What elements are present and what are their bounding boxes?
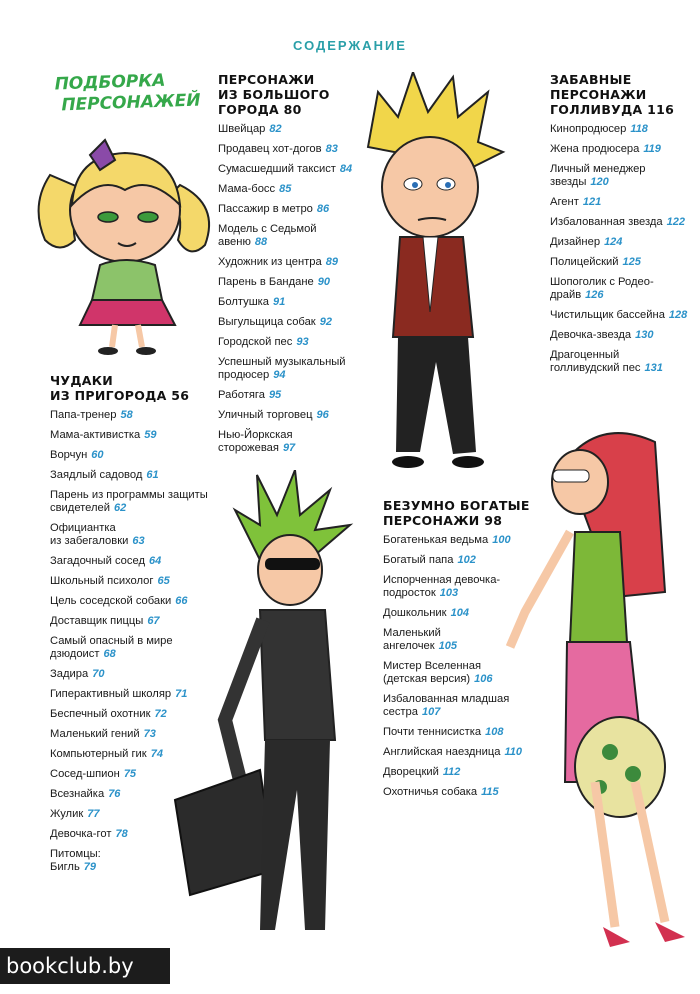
toc-entry-title: Девочка-гот	[50, 828, 112, 840]
page-title: СОДЕРЖАНИЕ	[293, 38, 407, 53]
toc-entry-title: Сумасшедший таксист	[218, 163, 336, 175]
section-rich	[383, 498, 563, 806]
toc-entry-title: Парень из программы защиты свидетелей	[50, 489, 208, 514]
toc-entry-title: Избалованная младшая сестра	[383, 693, 510, 718]
toc-entry[interactable]	[218, 203, 368, 216]
toc-entry-title: Гиперактивный школяр	[50, 688, 172, 700]
toc-entry[interactable]	[383, 660, 563, 686]
toc-entry[interactable]	[218, 296, 368, 309]
toc-entry-page: 88	[254, 236, 268, 248]
toc-entry-page: 65	[157, 575, 170, 587]
toc-entry-page: 106	[474, 673, 493, 685]
toc-entry-title: Сосед-шпион	[50, 768, 120, 780]
section-title-line: ПЕРСОНАЖИ	[218, 72, 315, 87]
toc-entry[interactable]	[218, 316, 368, 329]
toc-entry-page: 118	[630, 123, 648, 135]
toc-entry[interactable]	[50, 788, 210, 801]
toc-entry-page: 64	[148, 555, 162, 567]
toc-entry-page: 93	[296, 336, 309, 348]
toc-entry-page: 75	[123, 768, 137, 780]
toc-entry-title: Нью-Йоркская сторожевая	[218, 429, 293, 454]
toc-entry[interactable]	[50, 708, 210, 721]
toc-entry[interactable]	[50, 635, 210, 661]
toc-entry-page: 122	[666, 216, 685, 228]
toc-entry[interactable]	[218, 163, 368, 176]
toc-entry[interactable]	[50, 489, 210, 515]
toc-entry-title: Жена продюсера	[550, 143, 640, 155]
section-city	[218, 72, 368, 462]
toc-entry-title: Выгульщица собак	[218, 316, 316, 328]
toc-entry-page: 103	[439, 587, 459, 599]
toc-entry-page: 58	[120, 409, 133, 421]
toc-entry-page: 121	[582, 196, 602, 208]
toc-entry-title: Пассажир в метро	[218, 203, 313, 215]
toc-entry-page: 83	[325, 143, 338, 155]
toc-entry[interactable]	[218, 356, 368, 382]
toc-entry-title: Уличный торговец	[218, 409, 313, 421]
toc-entry-page: 63	[132, 535, 145, 547]
toc-entry-title: Охотничья собака	[383, 786, 478, 798]
toc-entry[interactable]	[550, 196, 690, 209]
section-title-line: БЕЗУМНО БОГАТЫЕ	[383, 498, 530, 513]
toc-entry[interactable]	[383, 726, 563, 739]
toc-entry-page: 91	[273, 296, 286, 308]
intro-heading-line: ПОДБОРКА	[54, 70, 166, 95]
toc-entry-title: Работяга	[218, 389, 265, 401]
toc-entry[interactable]	[218, 143, 368, 156]
toc-entry-page: 82	[269, 123, 282, 135]
toc-entry-page: 74	[150, 748, 163, 760]
toc-entry[interactable]	[50, 595, 210, 608]
toc-entry[interactable]	[383, 574, 563, 600]
toc-entry-page: 97	[282, 442, 296, 454]
toc-entry-title: Школьный психолог	[50, 575, 154, 587]
toc-entry-title: Маленький ангелочек	[383, 627, 441, 652]
toc-entry[interactable]	[50, 522, 210, 548]
toc-entry-page: 131	[644, 362, 663, 374]
toc-entry-title: Девочка-звезда	[550, 329, 632, 341]
toc-entry-title: Модель с Седьмой авеню	[218, 223, 317, 248]
toc-entry-title: Художник из центра	[218, 256, 322, 268]
toc-entry[interactable]	[218, 256, 368, 269]
toc-entry-title: Доставщик пиццы	[50, 615, 144, 627]
toc-entry-page: 100	[492, 534, 511, 546]
toc-entry-title: Дворецкий	[383, 766, 439, 778]
toc-entry[interactable]	[550, 309, 690, 322]
toc-entry-page: 90	[317, 276, 331, 288]
toc-entry-page: 70	[92, 668, 105, 680]
toc-entry[interactable]	[550, 123, 690, 136]
intro-heading	[54, 69, 201, 116]
toc-entry-page: 124	[604, 236, 623, 248]
section-title	[383, 498, 563, 528]
toc-entry-page: 95	[268, 389, 282, 401]
toc-entry-page: 61	[146, 469, 159, 481]
toc-entry-title: Богатенькая ведьма	[383, 534, 489, 546]
toc-entry[interactable]	[50, 848, 210, 874]
toc-entry[interactable]	[218, 223, 368, 249]
section-hollywood	[550, 72, 690, 382]
section-page: 98	[484, 513, 503, 528]
toc-entry-page: 89	[325, 256, 338, 268]
toc-entry-title: Жулик	[50, 808, 84, 820]
toc-entry-title: Парень в Бандане	[218, 276, 314, 288]
toc-entry-page: 71	[175, 688, 188, 700]
toc-entry-title: Полицейский	[550, 256, 619, 268]
toc-entry[interactable]	[50, 429, 210, 442]
toc-entry-page: 130	[635, 329, 654, 341]
section-title	[550, 72, 690, 117]
toc-entry-title: Ворчун	[50, 449, 88, 461]
toc-entry-title: Успешный музыкальный продюсер	[218, 356, 346, 381]
toc-entry[interactable]	[50, 469, 210, 482]
toc-entry[interactable]	[218, 276, 368, 289]
toc-entry[interactable]	[50, 768, 210, 781]
toc-entry-title: Английская наездница	[383, 746, 501, 758]
intro-heading-line: ПЕРСОНАЖЕЙ	[61, 90, 201, 116]
toc-entry-title: Питомцы: Бигль	[50, 848, 101, 873]
toc-entry-page: 107	[421, 706, 441, 718]
toc-entry[interactable]	[383, 786, 563, 799]
toc-entry-title: Маленький гений	[50, 728, 140, 740]
toc-entry-page: 79	[83, 861, 97, 873]
toc-entry-page: 94	[273, 369, 286, 381]
toc-entry-title: Швейцар	[218, 123, 266, 135]
toc-entry-title: Почти теннисистка	[383, 726, 482, 738]
toc-entry-page: 115	[481, 786, 499, 798]
toc-entry-page: 102	[457, 554, 476, 566]
toc-entry-title: Самый опасный в мире дзюдоист	[50, 635, 173, 660]
section-title	[50, 373, 210, 403]
section-suburb	[50, 373, 210, 881]
boy-illustration	[358, 72, 508, 477]
section-page: 116	[647, 102, 675, 117]
toc-entry-page: 60	[91, 449, 104, 461]
toc-entry[interactable]	[550, 163, 690, 189]
toc-entry-page: 68	[103, 648, 116, 660]
toc-entry-title: Мама-босс	[218, 183, 276, 195]
toc-entry-title: Богатый папа	[383, 554, 454, 566]
toc-entry[interactable]	[50, 615, 210, 628]
toc-entry[interactable]	[50, 828, 210, 841]
section-page: 56	[171, 388, 190, 403]
toc-entry-title: Официантка из забегаловки	[50, 522, 129, 547]
toc-entry[interactable]	[218, 389, 368, 402]
toc-entry-title: Компьютерный гик	[50, 748, 147, 760]
toc-entry[interactable]	[383, 627, 563, 653]
toc-entry-page: 119	[643, 143, 661, 155]
toc-entry[interactable]	[50, 748, 210, 761]
section-title-line	[50, 388, 210, 403]
toc-entry[interactable]	[50, 555, 210, 568]
toc-entry-title: Мама-активистка	[50, 429, 141, 441]
toc-entry-title: Цель соседской собаки	[50, 595, 172, 607]
toc-entry[interactable]	[218, 183, 368, 196]
toc-entry-page: 67	[147, 615, 160, 627]
toc-entry[interactable]	[218, 409, 368, 422]
toc-entry[interactable]	[550, 256, 690, 269]
toc-entry-page: 110	[504, 746, 523, 758]
toc-entry-page: 72	[154, 708, 167, 720]
toc-entry-page: 92	[319, 316, 332, 328]
toc-entry-title: Городской пес	[218, 336, 293, 348]
toc-entry-title: Испорченная девочка-подросток	[383, 574, 501, 599]
toc-entry-page: 59	[144, 429, 157, 441]
section-title-line	[218, 102, 368, 117]
toc-entry-page: 128	[668, 309, 688, 321]
toc-entry-title: Задира	[50, 668, 89, 680]
toc-entry[interactable]	[50, 575, 210, 588]
toc-entry[interactable]	[550, 216, 690, 229]
section-page: 80	[283, 102, 302, 117]
toc-entry[interactable]	[383, 607, 563, 620]
toc-entry[interactable]	[50, 409, 210, 422]
watermark-logo: bookclub.by	[0, 948, 170, 984]
section-title-line: ПЕРСОНАЖИ	[550, 87, 647, 102]
toc-entry-title: Дизайнер	[550, 236, 601, 248]
section-title-line: ПЕРСОНАЖИ	[383, 513, 480, 528]
toc-entry[interactable]	[383, 766, 563, 779]
toc-entry-title: Мистер Вселенная (детская версия)	[383, 660, 482, 685]
toc-entry-page: 62	[114, 502, 127, 514]
toc-entry-page: 125	[622, 256, 641, 268]
section-title-line: ИЗ ПРИГОРОДА	[50, 388, 167, 403]
toc-entry[interactable]	[218, 123, 368, 136]
toc-entry[interactable]	[50, 728, 210, 741]
toc-entry-page: 66	[175, 595, 188, 607]
toc-entry[interactable]	[383, 746, 563, 759]
toc-entry-title: Загадочный сосед	[50, 555, 145, 567]
toc-entry[interactable]	[550, 276, 690, 302]
toc-entry-title: Кинопродюсер	[550, 123, 627, 135]
toc-entry[interactable]	[383, 554, 563, 567]
toc-entry-title: Дошкольник	[383, 607, 447, 619]
toc-entry-page: 76	[108, 788, 121, 800]
toc-entry-title: Драгоценный голливудский пес	[550, 349, 641, 374]
toc-entry-page: 104	[450, 607, 469, 619]
toc-entry[interactable]	[383, 693, 563, 719]
toc-entry[interactable]	[50, 449, 210, 462]
section-title-line: ГОРОДА	[218, 102, 279, 117]
toc-entry-page: 126	[585, 289, 604, 301]
section-title-line: ЧУДАКИ	[50, 373, 114, 388]
toc-entry-page: 120	[590, 176, 609, 188]
girl-illustration	[30, 135, 230, 360]
toc-entry-page: 77	[87, 808, 100, 820]
toc-entry[interactable]	[550, 329, 690, 342]
toc-entry[interactable]	[218, 336, 368, 349]
toc-entry-page: 112	[442, 766, 461, 778]
toc-entry-page: 96	[316, 409, 329, 421]
toc-entry[interactable]	[550, 236, 690, 249]
toc-entry-title: Личный менеджер звезды	[550, 163, 646, 188]
toc-entry-title: Шопоголик с Родео- драйв	[550, 276, 654, 301]
section-title-line	[550, 102, 690, 117]
toc-entry[interactable]	[50, 688, 210, 701]
toc-entry[interactable]	[50, 668, 210, 681]
section-title-line: ИЗ БОЛЬШОГО	[218, 87, 330, 102]
toc-entry-page: 105	[438, 640, 458, 652]
section-title-line	[383, 513, 563, 528]
toc-entry-page: 86	[316, 203, 330, 215]
section-title-line: ЗАБАВНЫЕ	[550, 72, 632, 87]
toc-entry[interactable]	[383, 534, 563, 547]
toc-entry[interactable]	[550, 143, 690, 156]
section-title-line: ГОЛЛИВУДА	[550, 102, 643, 117]
toc-entry-page: 108	[485, 726, 504, 738]
toc-entry-title: Заядлый садовод	[50, 469, 143, 481]
toc-entry[interactable]	[550, 349, 690, 375]
toc-entry-title: Чистильщик бассейна	[550, 309, 665, 321]
toc-entry[interactable]	[50, 808, 210, 821]
section-title	[218, 72, 368, 117]
toc-entry-title: Папа-тренер	[50, 409, 117, 421]
toc-entry-title: Избалованная звезда	[550, 216, 663, 228]
toc-entry-page: 85	[279, 183, 292, 195]
toc-entry-title: Продавец хот-догов	[218, 143, 322, 155]
toc-entry-page: 73	[143, 728, 156, 740]
toc-entry-title: Беспечный охотник	[50, 708, 151, 720]
toc-entry[interactable]	[218, 429, 368, 455]
toc-entry-page: 84	[339, 163, 353, 175]
toc-entry-title: Агент	[550, 196, 579, 208]
toc-entry-title: Болтушка	[218, 296, 270, 308]
toc-entry-title: Всезнайка	[50, 788, 105, 800]
toc-entry-page: 78	[115, 828, 128, 840]
